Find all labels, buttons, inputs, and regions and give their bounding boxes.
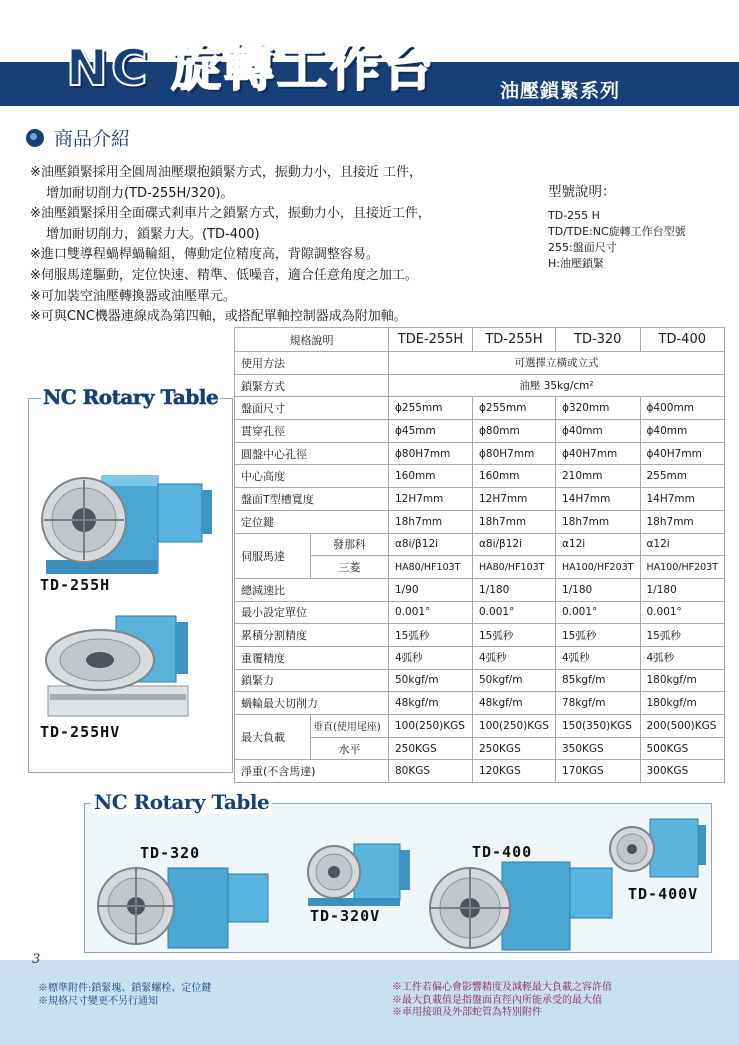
intro-heading (26, 124, 130, 151)
table-cell: ϕ320mm (555, 397, 640, 420)
page-number: 3 (32, 952, 41, 967)
table-cell: 15弧秒 (555, 624, 640, 647)
feature-item: ※進口雙導程蝸桿蝸輪組，傳動定位精度高，背隙調整容易。 (30, 247, 379, 263)
row-label: 累積分割精度 (235, 624, 389, 647)
row-label: 盤面尺寸 (235, 397, 389, 420)
row-label: 鎖緊方式 (235, 374, 389, 397)
table-row (235, 760, 725, 783)
table-cell: 4弧秒 (640, 646, 725, 669)
table-cell: 48kgf/m (389, 692, 473, 715)
table-cell: 18h7mm (640, 510, 725, 533)
table-row (235, 533, 725, 556)
row-label: 定位鍵 (235, 510, 389, 533)
table-cell: ϕ80H7mm (389, 442, 473, 465)
panel-label: NC Rotary Table (91, 790, 272, 814)
table-cell: 0.001° (555, 601, 640, 624)
table-cell: HA100/HF203T (640, 556, 725, 579)
row-label: 鎖緊力 (235, 669, 389, 692)
row-label: 最大負載 (235, 715, 311, 760)
model-tag-td-400: TD-400 (472, 843, 533, 861)
row-label: 圓盤中心孔徑 (235, 442, 389, 465)
table-header-cell: TDE-255H (389, 328, 473, 352)
table-cell: 100(250)KGS (473, 715, 556, 738)
table-cell: 1/180 (555, 578, 640, 601)
model-tag-td-320: TD-320 (140, 844, 201, 862)
table-cell: 4弧秒 (389, 646, 473, 669)
table-cell: 14H7mm (555, 488, 640, 511)
table-cell: 80KGS (389, 760, 473, 783)
table-row (235, 669, 725, 692)
table-cell: 250KGS (389, 737, 473, 760)
table-row (235, 578, 725, 601)
table-cell: 210mm (555, 465, 640, 488)
table-cell: ϕ255mm (473, 397, 556, 420)
table-row (235, 510, 725, 533)
feature-item: ※可加裝空油壓轉換器或油壓單元。 (30, 288, 236, 304)
table-cell: 500KGS (640, 737, 725, 760)
table-cell: 150(350)KGS (555, 715, 640, 738)
footer-notes-left (38, 983, 211, 1008)
table-row (235, 465, 725, 488)
table-row (235, 646, 725, 669)
table-cell: 180kgf/m (640, 692, 725, 715)
table-row (235, 715, 725, 738)
row-label: 伺服馬達 (235, 533, 311, 578)
table-cell: α8i/β12i (473, 533, 556, 556)
feature-item: ※油壓鎖緊採用全圓周油壓環抱鎖緊方式，振動力小，且接近 工件， (30, 165, 423, 180)
model-explanation (548, 180, 686, 272)
table-header-cell: TD-255H (473, 328, 556, 352)
table-cell: 0.001° (389, 601, 473, 624)
footer-note: ※規格尺寸變更不另行通知 (38, 995, 158, 1007)
table-row (235, 601, 725, 624)
feature-item: ※可與CNC機器連線成為第四軸，或搭配單軸控制器成為附加軸。 (30, 309, 407, 325)
table-cell: 15弧秒 (640, 624, 725, 647)
feature-item: 增加耐切削力(TD-255H/320)。 (46, 185, 234, 201)
footer-note: ※最大負載值是指盤面直徑內所能承受的最大值 (392, 994, 602, 1006)
table-row (235, 488, 725, 511)
row-label: 重覆精度 (235, 646, 389, 669)
table-cell: 160mm (389, 465, 473, 488)
model-tag-td-320v: TD-320V (310, 907, 381, 925)
row-label: 使用方法 (235, 352, 389, 375)
table-cell: ϕ40mm (555, 420, 640, 443)
table-row (235, 692, 725, 715)
table-cell: 18h7mm (555, 510, 640, 533)
table-cell: 250KGS (473, 737, 556, 760)
feature-item: ※油壓鎖緊採用全面碟式剎車片之鎖緊方式，振動力小，且接近工件， (30, 206, 431, 222)
table-cell: ϕ40H7mm (555, 442, 640, 465)
table-cell: HA80/HF103T (389, 556, 473, 579)
td-255h-photo (40, 462, 225, 577)
footer-note: ※車用接頭及外部蛇管為特別附件 (392, 1007, 542, 1018)
td-400-photo (428, 860, 618, 952)
row-label: 總減速比 (235, 578, 389, 601)
table-header-cell: TD-320 (555, 328, 640, 352)
table-cell: α12i (640, 533, 725, 556)
bullet-dot-icon (26, 129, 44, 147)
row-label: 蝸輪最大切削力 (235, 692, 389, 715)
table-cell: ϕ80H7mm (473, 442, 556, 465)
feature-item: ※伺服馬達驅動，定位快速、精準、低噪音，適合任意角度之加工。 (30, 267, 418, 283)
row-label: 最小設定單位 (235, 601, 389, 624)
table-cell: 0.001° (640, 601, 725, 624)
table-row (235, 420, 725, 443)
table-header-cell: 規格說明 (235, 328, 389, 352)
row-sublabel: 水平 (311, 737, 389, 760)
footer-notes-right (392, 982, 612, 1020)
table-row (235, 397, 725, 420)
table-cell: 18h7mm (473, 510, 556, 533)
table-cell: 15弧秒 (389, 624, 473, 647)
td-320-photo (96, 862, 282, 952)
table-cell: 100(250)KGS (389, 715, 473, 738)
table-cell: 300KGS (640, 760, 725, 783)
table-cell: 50kgf/m (473, 669, 556, 692)
table-cell: 160mm (473, 465, 556, 488)
table-cell: 170KGS (555, 760, 640, 783)
table-cell: 12H7mm (389, 488, 473, 511)
table-cell: 120KGS (473, 760, 556, 783)
model-explanation-line: H:油壓鎖緊 (548, 257, 604, 270)
table-row (235, 624, 725, 647)
footer-note: ※工件若偏心會影響精度及減輕最大負載之容許值 (392, 982, 612, 993)
page-subtitle: 油壓鎖緊系列 (500, 80, 621, 102)
row-sublabel: 發那科 (311, 533, 389, 556)
model-tag-td-255hv: TD-255HV (40, 723, 121, 741)
table-cell: HA100/HF203T (555, 556, 640, 579)
page-title: NC 旋轉工作台 (66, 39, 436, 97)
table-cell: 12H7mm (473, 488, 556, 511)
table-cell: α8i/β12i (389, 533, 473, 556)
table-cell: 1/180 (473, 578, 556, 601)
table-cell: 200(500)KGS (640, 715, 725, 738)
table-cell: 油壓 35kg/cm² (389, 374, 725, 397)
table-row (235, 374, 725, 397)
table-cell: ϕ40H7mm (640, 442, 725, 465)
model-explanation-heading: 型號說明： (548, 184, 616, 200)
table-cell: 78kgf/m (555, 692, 640, 715)
table-cell: 14H7mm (640, 488, 725, 511)
table-cell: α12i (555, 533, 640, 556)
table-cell: 50kgf/m (389, 669, 473, 692)
table-cell: 1/90 (389, 578, 473, 601)
model-explanation-line: TD/TDE:NC旋轉工作台型號 (548, 225, 686, 238)
td-320v-photo (306, 838, 416, 908)
row-label: 盤面T型槽寬度 (235, 488, 389, 511)
feature-item: 增加耐切削力，鎖緊力大。(TD-400) (46, 226, 260, 242)
table-cell: 4弧秒 (555, 646, 640, 669)
table-row (235, 352, 725, 375)
table-cell: ϕ400mm (640, 397, 725, 420)
table-row (235, 442, 725, 465)
table-cell: ϕ40mm (640, 420, 725, 443)
table-cell: 48kgf/m (473, 692, 556, 715)
table-cell: ϕ255mm (389, 397, 473, 420)
model-explanation-line: 255:盤面尺寸 (548, 241, 617, 254)
feature-list (30, 163, 530, 328)
row-label: 中心高度 (235, 465, 389, 488)
intro-title: 商品介紹 (54, 128, 131, 150)
model-explanation-line: TD-255 H (548, 209, 600, 222)
row-sublabel: 垂直(使用尾座) (311, 715, 389, 738)
table-cell: 255mm (640, 465, 725, 488)
td-400v-photo (608, 815, 708, 885)
table-cell: 18h7mm (389, 510, 473, 533)
row-sublabel: 三菱 (311, 556, 389, 579)
footer-note: ※標準附件:鎖緊塊、鎖緊螺栓、定位鍵 (38, 983, 212, 994)
table-header-row (235, 328, 725, 352)
row-label: 貫穿孔徑 (235, 420, 389, 443)
table-cell: 0.001° (473, 601, 556, 624)
table-cell: HA80/HF103T (473, 556, 556, 579)
table-cell: 1/180 (640, 578, 725, 601)
table-cell: ϕ45mm (389, 420, 473, 443)
panel-label: NC Rotary Table (43, 385, 219, 409)
spec-table (234, 327, 725, 783)
table-cell: 350KGS (555, 737, 640, 760)
table-cell: ϕ80mm (473, 420, 556, 443)
table-header-cell: TD-400 (640, 328, 725, 352)
model-tag-td-255h: TD-255H (40, 576, 111, 594)
td-255hv-photo (40, 612, 225, 722)
table-cell: 可選擇立橫或立式 (389, 352, 725, 375)
table-cell: 15弧秒 (473, 624, 556, 647)
row-label: 淨重(不含馬達) (235, 760, 389, 783)
table-cell: 4弧秒 (473, 646, 556, 669)
model-tag-td-400v: TD-400V (628, 885, 699, 903)
table-cell: 180kgf/m (640, 669, 725, 692)
table-cell: 85kgf/m (555, 669, 640, 692)
